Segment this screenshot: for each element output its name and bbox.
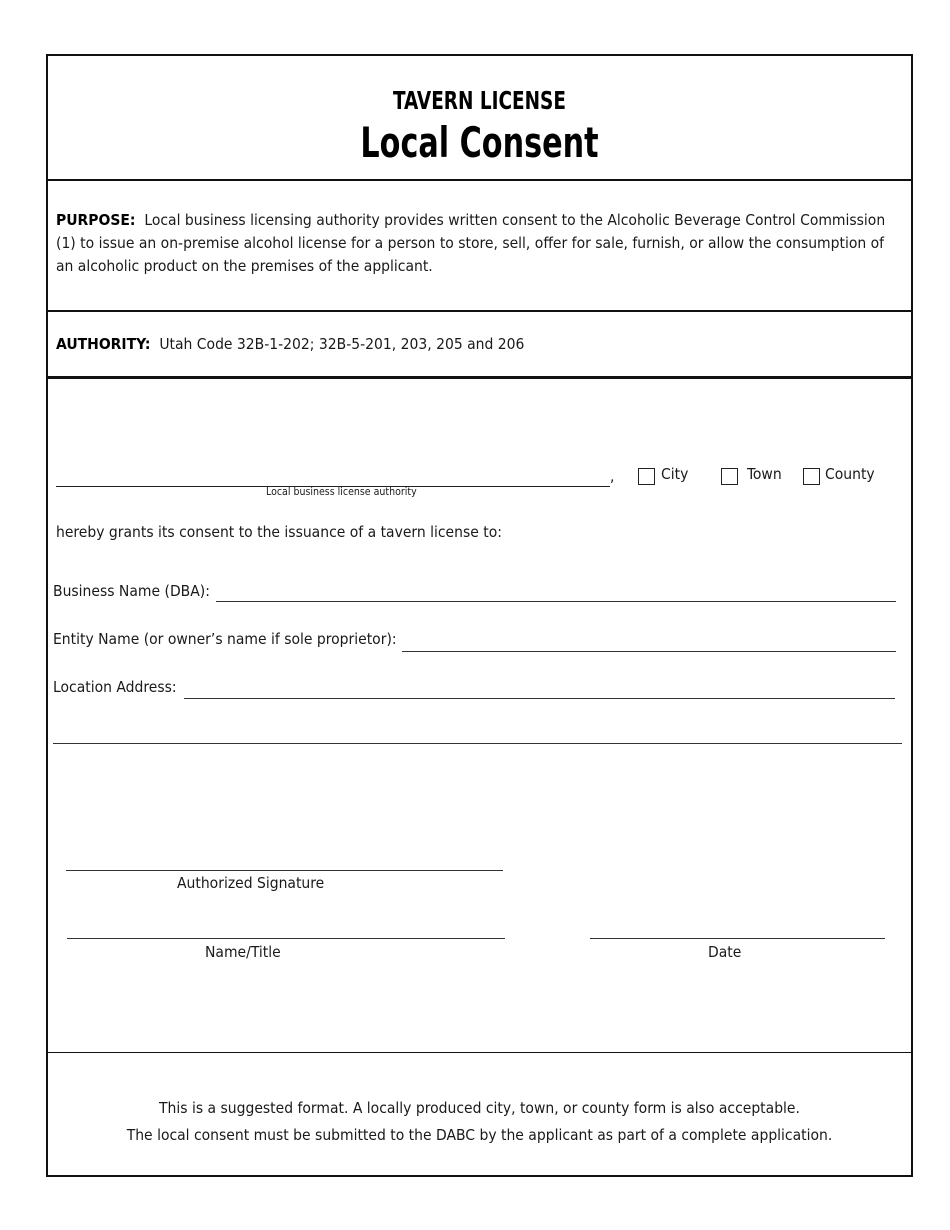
business-name-field[interactable]	[216, 601, 896, 602]
county-checkbox[interactable]	[803, 468, 820, 485]
authority-divider	[48, 376, 911, 379]
town-checkbox[interactable]	[721, 468, 738, 485]
footer-line-2: The local consent must be submitted to the DABC by the applicant as part of a complete application.	[126, 1126, 833, 1144]
entity-name-label: Entity Name (or owner’s name if sole proprietor):	[53, 630, 397, 648]
purpose-section	[56, 209, 901, 278]
authority-text: Utah Code 32B-1-202; 32B-5-201, 203, 205 and 206	[159, 335, 525, 353]
authority-label: AUTHORITY:	[56, 335, 151, 353]
form-subtitle: TAVERN LICENSE	[393, 86, 566, 115]
purpose-label: PURPOSE:	[56, 211, 136, 229]
county-label: County	[825, 465, 875, 483]
town-label: Town	[747, 465, 782, 483]
date-label: Date	[708, 943, 742, 961]
name-title-line[interactable]	[67, 938, 505, 939]
grant-text: hereby grants its consent to the issuance of a tavern license to:	[56, 523, 502, 541]
authority-caption: Local business license authority	[266, 486, 417, 498]
purpose-text: Local business licensing authority provides written consent to the Alcoholic Beverage Control Commission (1) to issue an on-premise alcohol license for a person to store, sell, offer for sale, furnish, or allow the consumption of an alcoholic product on the premises of the applicant.	[56, 211, 886, 275]
footer-divider	[48, 1052, 911, 1053]
date-line[interactable]	[590, 938, 885, 939]
footer-line-1: This is a suggested format. A locally produced city, town, or county form is also acceptable.	[159, 1099, 800, 1117]
purpose-divider	[48, 310, 911, 312]
business-name-label: Business Name (DBA):	[53, 582, 210, 600]
authorized-signature-line[interactable]	[66, 870, 503, 871]
city-label: City	[661, 465, 689, 483]
header-divider	[48, 179, 911, 181]
authority-section	[56, 333, 901, 356]
city-checkbox[interactable]	[638, 468, 655, 485]
location-address-field[interactable]	[184, 698, 895, 699]
location-address-label: Location Address:	[53, 678, 177, 696]
location-address-field-line-2[interactable]	[53, 743, 902, 744]
form-title: Local Consent	[360, 118, 599, 167]
authorized-signature-label: Authorized Signature	[177, 874, 325, 892]
form-frame	[46, 54, 913, 1177]
name-title-label: Name/Title	[205, 943, 281, 961]
entity-name-field[interactable]	[402, 651, 896, 652]
authority-comma: ,	[610, 467, 615, 485]
